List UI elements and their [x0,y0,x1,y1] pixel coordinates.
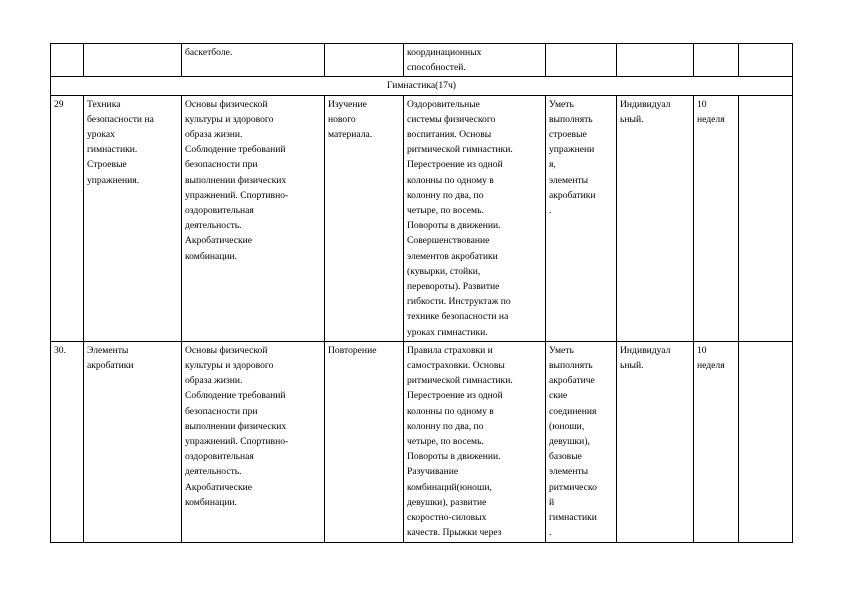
lesson-content: Основы физической культуры и здорового образа жизни. Соблюдение требований безопасности при выполнении физических упражнений. Спортивно- оздоровительная деятельность. Акробатические комбинации. [182,95,325,341]
cell-extra [739,44,793,77]
cell-topic [84,44,182,77]
cell-control [617,44,694,77]
lesson-number: 29 [51,95,84,341]
lesson-exercises: Оздоровительные системы физического воспитания. Основы ритмической гимнастики. Перестроение из одной колонны по одному в колонну по два, по четыре, по восемь. Повороты в движении. Совершенствование элементов акробатики (кувырки, стойки, перевороты). Развитие гибкости. Инструктаж по технике безопасности на уроках гимнастики. [404,95,546,341]
lesson-exercises: Правила страховки и самостраховки. Основы ритмической гимнастики. Перестроение из одной колонны по одному в колонну по два, по четыре, по восемь. Повороты в движении. Разучивание комбинаций(юноши, девушки), развитие скоростно-силовых качеств. Прыжки через [404,341,546,542]
lesson-topic: Техника безопасности на уроках гимнастики. Строевые упражнения. [84,95,182,341]
lesson-plan-table [50,43,793,543]
lesson-control: Индивидуал ьный. [617,341,694,542]
cell-content: баскетболе. [182,44,325,77]
cell-exercises: координационных способностей. [404,44,546,77]
lesson-topic: Элементы акробатики [84,341,182,542]
lesson-extra [739,95,793,341]
table-row [51,341,793,542]
lesson-type: Повторение [325,341,404,542]
cell-requirements [546,44,617,77]
lesson-requirements: Уметь выполнять строевые упражнени я, элементы акробатики . [546,95,617,341]
lesson-control: Индивидуал ьный. [617,95,694,341]
lesson-requirements: Уметь выполнять акробатиче ские соединения (юноши, девушки), базовые элементы ритмическо й гимнастики . [546,341,617,542]
lesson-extra [739,341,793,542]
cell-week [694,44,739,77]
table-row [51,95,793,341]
lesson-number: 30. [51,341,84,542]
lesson-week: 10 неделя [694,95,739,341]
lesson-week: 10 неделя [694,341,739,542]
cell-num [51,44,84,77]
section-title: Гимнастика(17ч) [51,77,793,95]
lesson-content: Основы физической культуры и здорового образа жизни. Соблюдение требований безопасности при выполнении физических упражнений. Спортивно- оздоровительная деятельность. Акробатические комбинации. [182,341,325,542]
section-header-row [51,77,793,95]
table-row-continuation [51,44,793,77]
lesson-type: Изучение нового материала. [325,95,404,341]
cell-lesson-type [325,44,404,77]
